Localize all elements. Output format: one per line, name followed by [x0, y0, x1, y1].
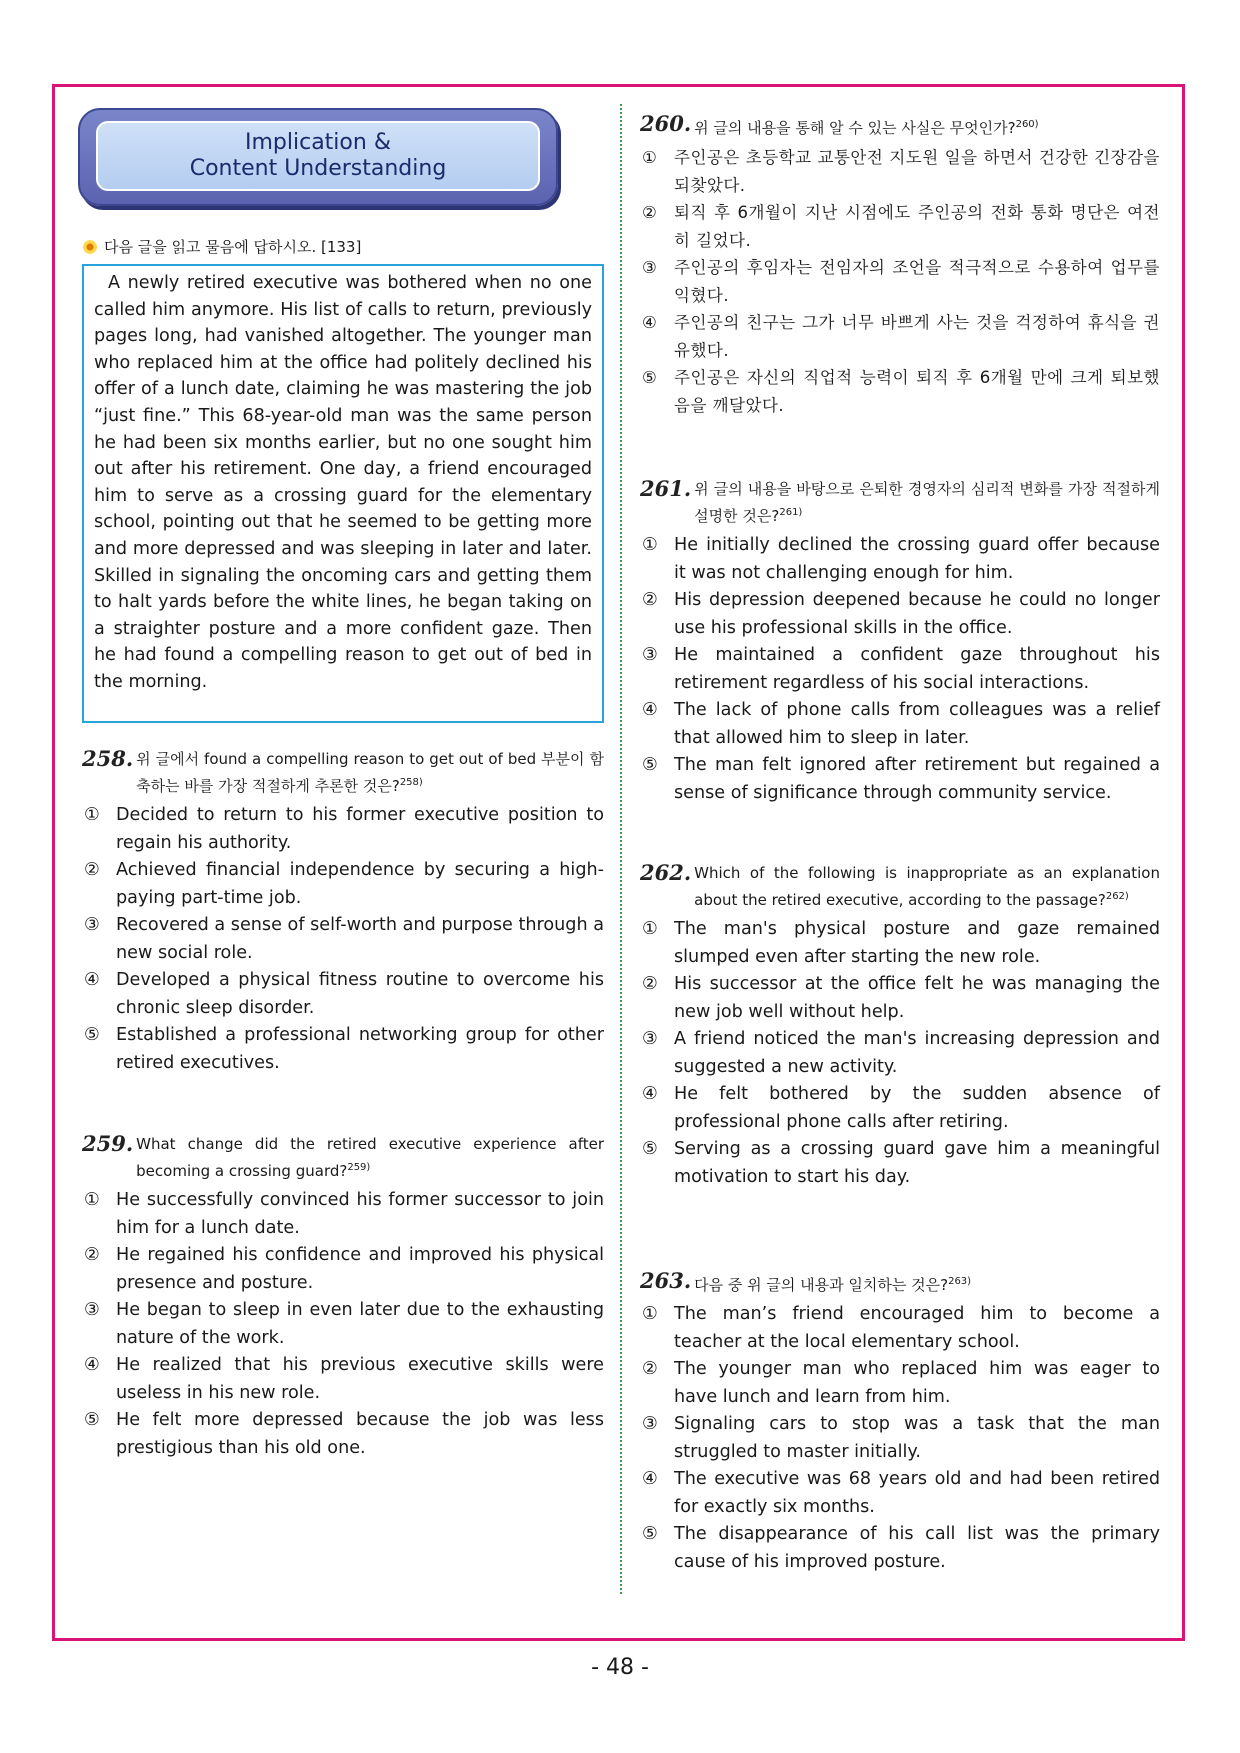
question-ref: 263) — [948, 1276, 972, 1287]
option[interactable]: ③ A friend noticed the man's increasing depression and suggested a new activity. — [642, 1029, 1160, 1077]
option[interactable]: ③ He maintained a confident gaze throughout his retirement regardless of his social interactions. — [642, 645, 1160, 693]
option[interactable]: ① He initially declined the crossing guard offer because it was not challenging enough for him. — [642, 535, 1160, 583]
option[interactable]: ③ He began to sleep in even later due to the exhausting nature of the work. — [84, 1300, 604, 1348]
passage-box — [82, 264, 604, 723]
question-263 — [640, 1270, 1160, 1576]
flower-icon — [82, 239, 98, 255]
instruction-text: 다음 글을 읽고 물음에 답하시오. [133] — [104, 238, 362, 256]
options-list — [82, 802, 604, 1077]
question-ref: 258) — [399, 777, 423, 788]
option[interactable]: ⑤ The man felt ignored after retirement but regained a sense of significance through community service. — [642, 755, 1160, 803]
options-list — [640, 916, 1160, 1191]
question-262 — [640, 862, 1160, 1191]
question-ref: 260) — [1015, 119, 1039, 130]
question-261 — [640, 478, 1160, 807]
options-list — [640, 144, 1160, 419]
section-banner-inner — [96, 121, 540, 191]
option[interactable]: ⑤ 주인공은 자신의 직업적 능력이 퇴직 후 6개월 만에 크게 퇴보했음을 깨달았다. — [642, 368, 1160, 415]
options-list — [640, 532, 1160, 807]
option[interactable]: ① 주인공은 초등학교 교통안전 지도원 일을 하면서 건강한 긴장감을 되찾았다. — [642, 148, 1160, 195]
option[interactable]: ② His successor at the office felt he was managing the new job well without help. — [642, 974, 1160, 1022]
question-number: 261. — [640, 476, 692, 501]
question-number: 259. — [82, 1131, 134, 1156]
option[interactable]: ④ The executive was 68 years old and had been retired for exactly six months. — [642, 1469, 1160, 1517]
question-text: Which of the following is inappropriate as an explanation about the retired executive, according to the passage?$^{262)}$ — [694, 864, 1160, 909]
question-text: 다음 중 위 글의 내용과 일치하는 것은?$^{263)}$ — [694, 1276, 972, 1294]
option[interactable]: ③ Recovered a sense of self-worth and purpose through a new social role. — [84, 915, 604, 963]
option[interactable]: ④ He realized that his previous executive skills were useless in his new role. — [84, 1355, 604, 1403]
question-number: 258. — [82, 746, 134, 771]
question-text: 위 글의 내용을 바탕으로 은퇴한 경영자의 심리적 변화를 가장 적절하게 설명한 것은?$^{261)}$ — [694, 480, 1160, 525]
option[interactable]: ① The man’s friend encouraged him to become a teacher at the local elementary school. — [642, 1304, 1160, 1352]
option[interactable]: ③ Signaling cars to stop was a task that the man struggled to master initially. — [642, 1414, 1160, 1462]
option[interactable]: ① He successfully convinced his former successor to join him for a lunch date. — [84, 1190, 604, 1238]
option[interactable]: ② The younger man who replaced him was eager to have lunch and learn from him. — [642, 1359, 1160, 1407]
option[interactable]: ② His depression deepened because he could no longer use his professional skills in the office. — [642, 590, 1160, 638]
banner-line-2: Content Understanding — [189, 156, 447, 181]
question-ref: 259) — [347, 1162, 371, 1173]
question-ref: 262) — [1105, 891, 1129, 902]
option[interactable]: ⑤ Established a professional networking group for other retired executives. — [84, 1025, 604, 1073]
question-number: 262. — [640, 860, 692, 885]
option[interactable]: ④ 주인공의 친구는 그가 너무 바쁘게 사는 것을 걱정하여 휴식을 권유했다. — [642, 313, 1160, 360]
option[interactable]: ⑤ Serving as a crossing guard gave him a meaningful motivation to start his day. — [642, 1139, 1160, 1187]
section-banner — [78, 108, 558, 206]
question-258 — [82, 748, 604, 1077]
question-text: What change did the retired executive experience after becoming a crossing guard?$^{259)}$ — [136, 1135, 604, 1180]
question-text: 위 글에서 found a compelling reason to get out of bed 부분이 함축하는 바를 가장 적절하게 추론한 것은?$^{258)}$ — [136, 750, 604, 795]
option[interactable]: ② 퇴직 후 6개월이 지난 시점에도 주인공의 전화 통화 명단은 여전히 길었다. — [642, 203, 1160, 250]
question-number: 260. — [640, 111, 692, 136]
page-number: - 48 - — [591, 1655, 649, 1680]
option[interactable]: ⑤ He felt more depressed because the job was less prestigious than his old one. — [84, 1410, 604, 1458]
question-ref: 261) — [779, 507, 803, 518]
option[interactable]: ② Achieved financial independence by securing a high-paying part-time job. — [84, 860, 604, 908]
question-text: 위 글의 내용을 통해 알 수 있는 사실은 무엇인가?$^{260)}$ — [694, 119, 1039, 137]
option[interactable]: ④ Developed a physical fitness routine to overcome his chronic sleep disorder. — [84, 970, 604, 1018]
column-divider — [620, 104, 622, 1594]
question-number: 263. — [640, 1268, 692, 1293]
instruction — [82, 236, 361, 257]
option[interactable]: ① Decided to return to his former executive position to regain his authority. — [84, 805, 604, 853]
question-259 — [82, 1133, 604, 1462]
option[interactable]: ② He regained his confidence and improved his physical presence and posture. — [84, 1245, 604, 1293]
passage-text: A newly retired executive was bothered when no one called him anymore. His list of calls to return, previously pages long, had vanished altogether. The younger man who replaced him at the office had politely declined his offer of a lunch date, claiming he was mastering the job “just fine.” This 68-year-old man was the same person he had been six months earlier, but no one sought him out after his retirement. One day, a friend encouraged him to serve as a crossing guard for the elementary school, pointing out that he seemed to be getting more and more depressed and was sleeping in later and later. Skilled in signaling the oncoming cars and getting them to halt yards before the white lines, he began taking on a straighter posture and a more confident gaze. Then he had found a compelling reason to get out of bed in the morning. — [94, 273, 592, 692]
option[interactable]: ④ The lack of phone calls from colleagues was a relief that allowed him to sleep in later. — [642, 700, 1160, 748]
option[interactable]: ⑤ The disappearance of his call list was the primary cause of his improved posture. — [642, 1524, 1160, 1572]
banner-line-1: Implication & — [245, 130, 391, 155]
option[interactable]: ① The man's physical posture and gaze remained slumped even after starting the new role. — [642, 919, 1160, 967]
question-260 — [640, 113, 1160, 419]
options-list — [82, 1187, 604, 1462]
options-list — [640, 1301, 1160, 1576]
option[interactable]: ④ He felt bothered by the sudden absence of professional phone calls after retiring. — [642, 1084, 1160, 1132]
option[interactable]: ③ 주인공의 후임자는 전임자의 조언을 적극적으로 수용하여 업무를 익혔다. — [642, 258, 1160, 305]
